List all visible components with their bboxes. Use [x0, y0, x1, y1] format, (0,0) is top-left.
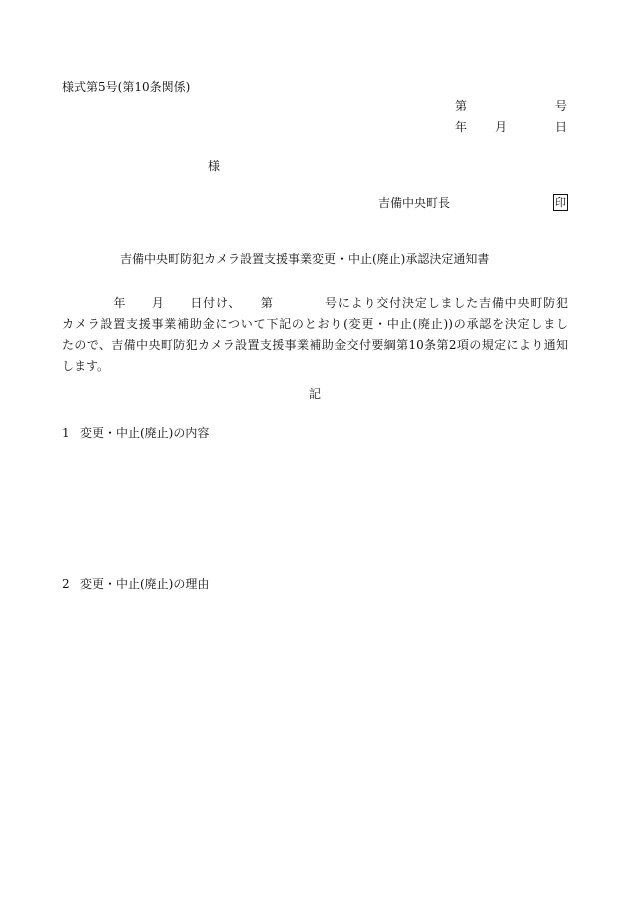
date-year-label: 年 — [455, 120, 468, 134]
section-number: 2 — [62, 577, 70, 591]
issue-number-prefix: 第 — [455, 99, 468, 113]
date-month-label: 月 — [495, 120, 508, 134]
section-label: 変更・中止(廃止)の内容 — [80, 426, 210, 440]
addressee-honorific: 様 — [208, 159, 221, 173]
notification-body — [62, 293, 568, 377]
issue-number-row — [437, 100, 567, 114]
body-line: 年 月 日付け、 第 号により交付決定しました吉備中央町防犯 — [62, 296, 568, 310]
section-label: 変更・中止(廃止)の理由 — [80, 577, 210, 591]
body-line: カメラ設置支援事業補助金について下記のとおり(変更・中止(廃止))の承認を決定しまし — [62, 317, 568, 331]
form-number: 様式第5号(第10条関係) — [62, 80, 191, 94]
body-line: します。 — [62, 359, 110, 373]
seal-mark: 印 — [555, 196, 566, 209]
issue-number-suffix: 号 — [554, 99, 567, 113]
ki-heading: 記 — [309, 387, 322, 401]
body-line: たので、吉備中央町防犯カメラ設置支援事業補助金交付要綱第10条第2項の規定により通知 — [62, 338, 568, 352]
section-change-content — [62, 427, 209, 439]
document-title: 吉備中央町防犯カメラ設置支援事業変更・中止(廃止)承認決定通知書 — [120, 252, 490, 266]
issuer-name: 吉備中央町長 — [378, 196, 451, 210]
date-day-label: 日 — [554, 120, 567, 134]
section-change-reason — [62, 578, 209, 590]
date-row — [437, 121, 567, 135]
section-number: 1 — [62, 426, 70, 440]
